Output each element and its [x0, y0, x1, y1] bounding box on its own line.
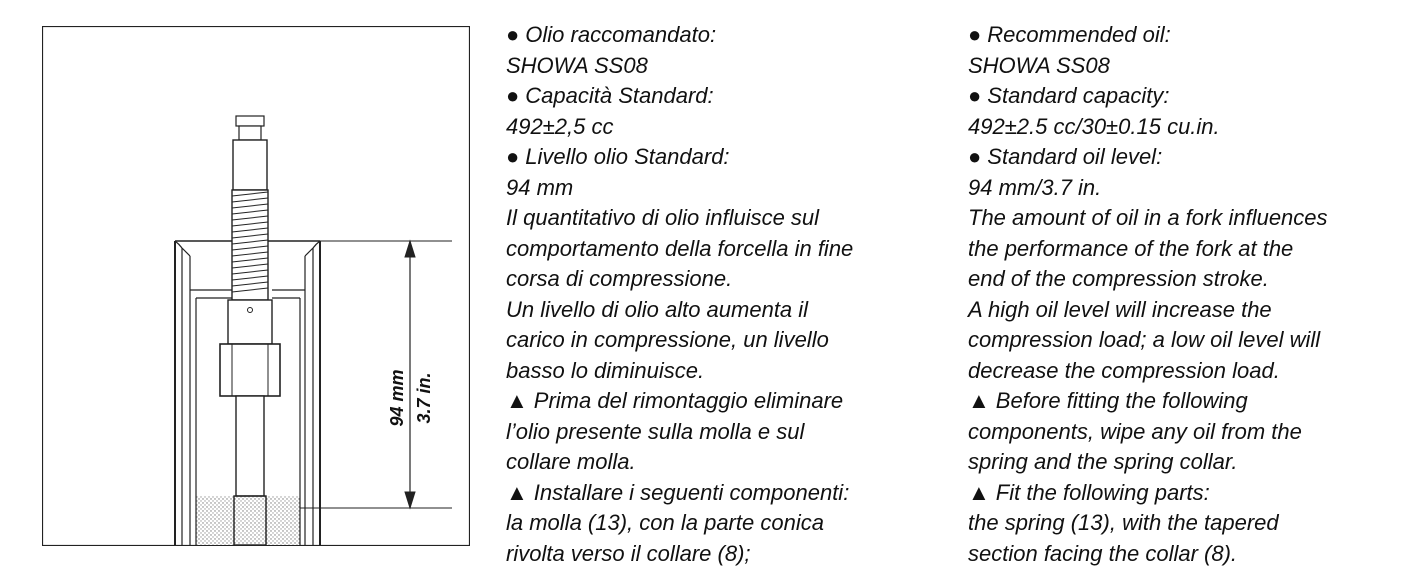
- english-text-line: [968, 508, 1328, 539]
- english-text-line: [968, 264, 1328, 295]
- italian-line-text: rivolta verso il collare (8);: [506, 540, 751, 566]
- bullet-icon: ●: [968, 22, 982, 47]
- english-line-text: the performance of the fork at the: [968, 235, 1294, 261]
- dimension-in-label: 3.7 in.: [414, 372, 434, 424]
- english-text-line: [968, 295, 1328, 326]
- english-line-text: Before fitting the following: [995, 388, 1248, 413]
- bullet-icon: ●: [506, 144, 520, 169]
- english-text-line: [968, 447, 1328, 478]
- english-line-text: compression load; a low oil level will: [968, 327, 1321, 352]
- italian-text-line: [506, 356, 853, 387]
- italian-line-text: Installare i seguenti componenti:: [533, 479, 850, 505]
- italian-text-line: [506, 264, 853, 295]
- english-text-line: [968, 478, 1328, 509]
- bullet-icon: ●: [506, 22, 520, 47]
- italian-text-line: [506, 295, 853, 326]
- english-line-text: Standard oil level:: [987, 144, 1163, 169]
- italian-line-text: comportamento della forcella in fine: [506, 235, 854, 261]
- english-text-line: [968, 539, 1328, 570]
- english-line-text: the spring (13), with the tapered: [968, 510, 1279, 535]
- english-text-line: [968, 386, 1328, 417]
- warning-triangle-icon: ▲: [506, 479, 528, 505]
- english-line-text: Standard capacity:: [987, 83, 1170, 108]
- italian-text-line: [506, 234, 853, 265]
- italian-text-line: [506, 173, 853, 204]
- italian-text-line: [506, 386, 853, 417]
- english-line-text: section facing the collar (8).: [968, 540, 1238, 566]
- italian-text-line: [506, 142, 853, 173]
- italian-line-text: 94 mm: [506, 174, 574, 200]
- italian-line-text: SHOWA SS08: [506, 52, 648, 78]
- bullet-icon: ●: [506, 83, 520, 108]
- italian-line-text: corsa di compressione.: [506, 266, 733, 291]
- italian-text-line: [506, 508, 853, 539]
- warning-triangle-icon: ▲: [506, 388, 528, 413]
- english-line-text: spring and the spring collar.: [968, 449, 1238, 474]
- italian-text-line: [506, 325, 853, 356]
- english-line-text: end of the compression stroke.: [968, 266, 1269, 291]
- english-line-text: A high oil level will increase the: [968, 296, 1272, 322]
- english-line-text: decrease the compression load.: [968, 357, 1280, 383]
- italian-line-text: l’olio presente sulla molla e sul: [506, 418, 805, 444]
- english-line-text: Recommended oil:: [987, 22, 1171, 47]
- italian-line-text: Livello olio Standard:: [525, 144, 730, 169]
- italian-line-text: Un livello di olio alto aumenta il: [506, 296, 809, 322]
- italian-line-text: Prima del rimontaggio eliminare: [533, 388, 844, 413]
- italian-line-text: carico in compressione, un livello: [506, 327, 829, 352]
- bullet-icon: ●: [968, 83, 982, 108]
- italian-text-line: [506, 539, 853, 570]
- english-line-text: The amount of oil in a fork influences: [968, 205, 1328, 230]
- italian-text-line: [506, 478, 853, 509]
- fork-oil-level-figure: [42, 26, 470, 546]
- english-line-text: components, wipe any oil from the: [968, 418, 1302, 444]
- dimension-mm-label: 94 mm: [387, 369, 407, 427]
- italian-line-text: 492±2,5 cc: [506, 113, 614, 139]
- italian-text-line: [506, 51, 853, 82]
- oil-level-shading: [196, 496, 300, 545]
- italian-text-column: [506, 20, 853, 569]
- english-text-line: [968, 203, 1328, 234]
- english-text-line: [968, 81, 1328, 112]
- bullet-icon: ●: [968, 144, 982, 169]
- english-text-line: [968, 112, 1328, 143]
- italian-text-line: [506, 447, 853, 478]
- english-text-line: [968, 356, 1328, 387]
- italian-line-text: Capacità Standard:: [525, 83, 714, 108]
- italian-line-text: Il quantitativo di olio influisce sul: [506, 205, 820, 230]
- italian-line-text: collare molla.: [506, 449, 636, 474]
- italian-text-line: [506, 112, 853, 143]
- warning-triangle-icon: ▲: [968, 388, 990, 413]
- english-line-text: 94 mm/3.7 in.: [968, 174, 1102, 200]
- italian-text-line: [506, 203, 853, 234]
- italian-line-text: basso lo diminuisce.: [506, 357, 705, 383]
- english-text-column: [968, 20, 1328, 569]
- warning-triangle-icon: ▲: [968, 479, 990, 505]
- italian-text-line: [506, 20, 853, 51]
- english-text-line: [968, 234, 1328, 265]
- english-text-line: [968, 51, 1328, 82]
- english-line-text: SHOWA SS08: [968, 52, 1110, 78]
- italian-text-line: [506, 417, 853, 448]
- english-text-line: [968, 20, 1328, 51]
- english-text-line: [968, 173, 1328, 204]
- english-line-text: 492±2.5 cc/30±0.15 cu.in.: [968, 113, 1220, 139]
- english-text-line: [968, 142, 1328, 173]
- italian-line-text: Olio raccomandato:: [525, 22, 717, 47]
- italian-text-line: [506, 81, 853, 112]
- english-text-line: [968, 417, 1328, 448]
- english-text-line: [968, 325, 1328, 356]
- italian-line-text: la molla (13), con la parte conica: [506, 510, 824, 535]
- fork-cross-section-drawing: [42, 26, 470, 546]
- english-line-text: Fit the following parts:: [995, 479, 1210, 505]
